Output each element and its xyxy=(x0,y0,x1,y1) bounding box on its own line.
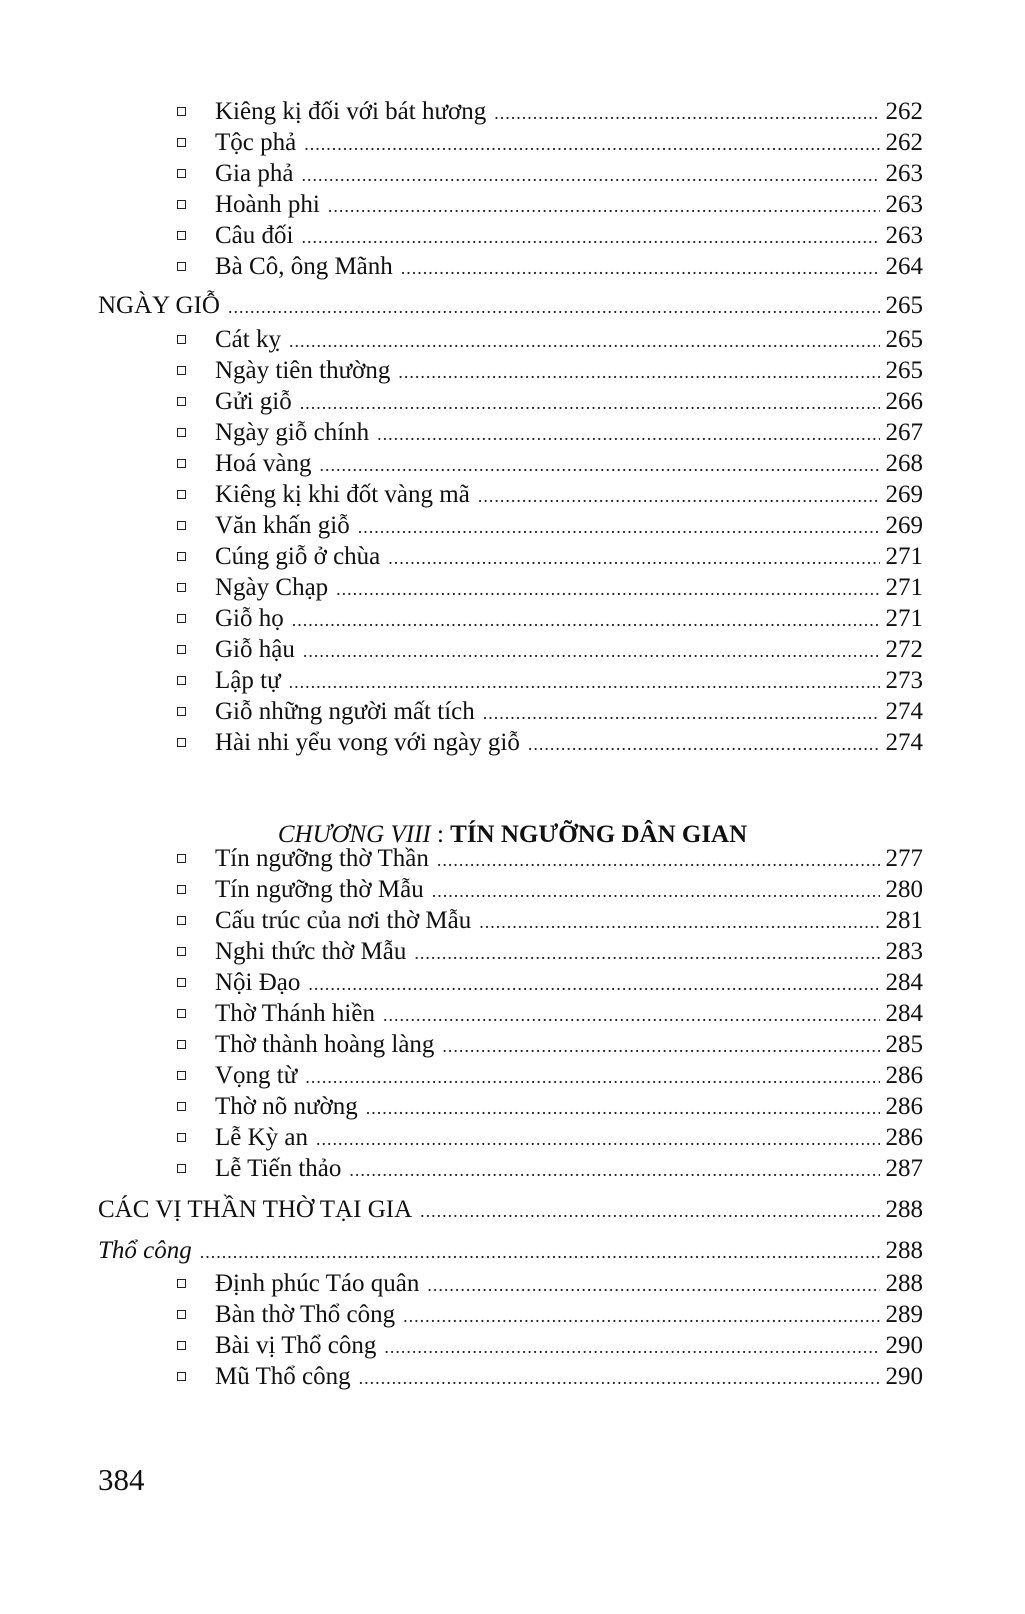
toc-page-number: 264 xyxy=(885,253,923,280)
toc-entry-label: Nội Đạo xyxy=(215,969,301,996)
toc-heading-cac-vi-than xyxy=(0,1194,1025,1225)
toc-entry-label: Văn khấn giỗ xyxy=(215,512,350,539)
toc-entry xyxy=(0,355,1025,386)
dot-leader xyxy=(300,388,880,419)
toc-entry xyxy=(0,96,1025,127)
toc-page-number: 290 xyxy=(885,1363,923,1390)
dot-leader xyxy=(427,1270,879,1301)
toc-page-number: 286 xyxy=(885,1093,923,1120)
dot-leader xyxy=(305,1062,879,1093)
dot-leader xyxy=(289,667,880,698)
dot-leader xyxy=(289,326,880,357)
toc-entry xyxy=(0,448,1025,479)
toc-entry xyxy=(0,127,1025,158)
chapter-number: CHƯƠNG VIII xyxy=(277,821,431,848)
square-bullet-icon xyxy=(177,200,186,209)
chapter-title: TÍN NGƯỠNG DÂN GIAN xyxy=(450,821,748,848)
dot-leader xyxy=(200,1237,880,1268)
dot-leader xyxy=(336,574,879,605)
square-bullet-icon xyxy=(177,614,186,623)
toc-heading-label: Thổ công xyxy=(98,1237,192,1264)
square-bullet-icon xyxy=(177,738,186,747)
toc-entry-label: Mũ Thổ công xyxy=(215,1363,351,1390)
square-bullet-icon xyxy=(177,1372,186,1381)
toc-entry-label: Kiêng kị đối với bát hương xyxy=(215,98,487,125)
square-bullet-icon xyxy=(177,262,186,271)
toc-entry-label: Vọng từ xyxy=(215,1062,298,1089)
dot-leader xyxy=(432,876,880,907)
toc-entry-label: Ngày Chạp xyxy=(215,574,329,601)
square-bullet-icon xyxy=(177,1164,186,1173)
toc-entry-label: Tín ngưỡng thờ Thần xyxy=(215,845,429,872)
toc-page-number: 281 xyxy=(885,907,923,934)
toc-entry xyxy=(0,158,1025,189)
dot-leader xyxy=(483,698,880,729)
toc-entry-label: Ngày tiên thường xyxy=(215,357,391,384)
toc-entry-label: Cấu trúc của nơi thờ Mẫu xyxy=(215,907,472,934)
dot-leader xyxy=(303,636,880,667)
dot-leader xyxy=(478,481,880,512)
dot-leader xyxy=(292,605,880,636)
dot-leader xyxy=(420,1196,879,1227)
toc-entry-label: Hài nhi yểu vong với ngày giỗ xyxy=(215,729,520,756)
toc-entry xyxy=(0,843,1025,874)
toc-entry-label: Câu đối xyxy=(215,222,294,249)
toc-page-number: 284 xyxy=(885,1000,923,1027)
toc-heading-ngay-gio xyxy=(0,290,1025,321)
toc-entry xyxy=(0,634,1025,665)
toc-page-number: 265 xyxy=(885,326,923,353)
toc-page-number: 290 xyxy=(885,1332,923,1359)
toc-page-number: 266 xyxy=(885,388,923,415)
toc-page-number: 271 xyxy=(885,605,923,632)
square-bullet-icon xyxy=(177,676,186,685)
toc-page-number: 268 xyxy=(885,450,923,477)
toc-page-number: 277 xyxy=(885,845,923,872)
toc-heading-label: CÁC VỊ THẦN THỜ TẠI GIA xyxy=(98,1196,413,1223)
square-bullet-icon xyxy=(177,645,186,654)
square-bullet-icon xyxy=(177,335,186,344)
toc-entry-label: Hoá vàng xyxy=(215,450,312,477)
dot-leader xyxy=(442,1031,879,1062)
toc-entry-label: Bài vị Thổ công xyxy=(215,1332,377,1359)
toc-entry xyxy=(0,967,1025,998)
square-bullet-icon xyxy=(177,231,186,240)
toc-page-number: 263 xyxy=(885,160,923,187)
toc-page-number: 267 xyxy=(885,419,923,446)
toc-entry-label: Thờ Thánh hiền xyxy=(215,1000,375,1027)
square-bullet-icon xyxy=(177,1009,186,1018)
toc-entry xyxy=(0,1361,1025,1392)
toc-entry-label: Lễ Tiến thảo xyxy=(215,1155,342,1182)
toc-entry xyxy=(0,510,1025,541)
toc-entry-label: Hoành phi xyxy=(215,191,320,218)
page-number-folio: 384 xyxy=(98,1462,145,1497)
toc-page-number: 273 xyxy=(885,667,923,694)
toc-entry xyxy=(0,665,1025,696)
toc-entry-label: Tín ngưỡng thờ Mẫu xyxy=(215,876,424,903)
toc-page-number: 287 xyxy=(885,1155,923,1182)
toc-entry xyxy=(0,1060,1025,1091)
toc-entry xyxy=(0,936,1025,967)
toc-entry-label: Tộc phả xyxy=(215,129,297,156)
toc-entry xyxy=(0,386,1025,417)
dot-leader xyxy=(304,129,879,160)
dot-leader xyxy=(479,907,879,938)
toc-heading-tho-cong xyxy=(0,1235,1025,1266)
dot-leader xyxy=(328,191,880,222)
square-bullet-icon xyxy=(177,707,186,716)
toc-page-number: 274 xyxy=(885,729,923,756)
dot-leader xyxy=(308,969,879,1000)
square-bullet-icon xyxy=(177,366,186,375)
toc-entry-label: Bàn thờ Thổ công xyxy=(215,1301,396,1328)
toc-entry xyxy=(0,603,1025,634)
toc-entry-label: Bà Cô, ông Mãnh xyxy=(215,253,393,280)
toc-entry-label: Thờ nõ nường xyxy=(215,1093,358,1120)
toc-page-number: 263 xyxy=(885,222,923,249)
toc-entry xyxy=(0,1029,1025,1060)
toc-entry xyxy=(0,1330,1025,1361)
dot-leader xyxy=(301,222,879,253)
toc-entry xyxy=(0,220,1025,251)
toc-page-number: 274 xyxy=(885,698,923,725)
dot-leader xyxy=(414,938,879,969)
toc-page-number: 265 xyxy=(885,357,923,384)
toc-entry xyxy=(0,541,1025,572)
toc-entry xyxy=(0,417,1025,448)
toc-entry-label: Giỗ hậu xyxy=(215,636,295,663)
toc-entry xyxy=(0,727,1025,758)
dot-leader xyxy=(494,98,879,129)
square-bullet-icon xyxy=(177,490,186,499)
toc-entry-label: Gửi giỗ xyxy=(215,388,292,415)
toc-entry xyxy=(0,874,1025,905)
dot-leader xyxy=(349,1155,879,1186)
toc-page-number: 263 xyxy=(885,191,923,218)
toc-page-number: 262 xyxy=(885,98,923,125)
toc-entry xyxy=(0,479,1025,510)
toc-entry xyxy=(0,1122,1025,1153)
toc-entry xyxy=(0,905,1025,936)
square-bullet-icon xyxy=(177,1071,186,1080)
toc-entry xyxy=(0,1268,1025,1299)
dot-leader xyxy=(301,160,879,191)
toc-page-number: 265 xyxy=(885,292,923,319)
square-bullet-icon xyxy=(177,1133,186,1142)
square-bullet-icon xyxy=(177,854,186,863)
toc-page-number: 269 xyxy=(885,481,923,508)
dot-leader xyxy=(401,253,880,284)
dot-leader xyxy=(366,1093,880,1124)
dot-leader xyxy=(388,543,879,574)
dot-leader xyxy=(320,450,880,481)
toc-page-number: 269 xyxy=(885,512,923,539)
toc-entry-label: Lập tự xyxy=(215,667,281,694)
toc-heading-label: NGÀY GIỖ xyxy=(98,292,220,319)
dot-leader xyxy=(316,1124,879,1155)
toc-entry-label: Định phúc Táo quân xyxy=(215,1270,420,1297)
toc-entry xyxy=(0,251,1025,282)
toc-page-number: 288 xyxy=(885,1270,923,1297)
dot-leader xyxy=(437,845,880,876)
square-bullet-icon xyxy=(177,1040,186,1049)
dot-leader xyxy=(403,1301,879,1332)
toc-entry-label: Cúng giỗ ở chùa xyxy=(215,543,381,570)
dot-leader xyxy=(383,1000,880,1031)
toc-page-number: 285 xyxy=(885,1031,923,1058)
toc-entry-label: Cát kỵ xyxy=(215,326,281,353)
dot-leader xyxy=(398,357,879,388)
square-bullet-icon xyxy=(177,916,186,925)
square-bullet-icon xyxy=(177,947,186,956)
square-bullet-icon xyxy=(177,397,186,406)
toc-page-number: 280 xyxy=(885,876,923,903)
toc-page-number: 288 xyxy=(885,1237,923,1264)
square-bullet-icon xyxy=(177,459,186,468)
square-bullet-icon xyxy=(177,1310,186,1319)
square-bullet-icon xyxy=(177,1341,186,1350)
square-bullet-icon xyxy=(177,521,186,530)
toc-entry xyxy=(0,572,1025,603)
toc-entry xyxy=(0,696,1025,727)
toc-entry-label: Giỗ những người mất tích xyxy=(215,698,475,725)
toc-page-number: 283 xyxy=(885,938,923,965)
square-bullet-icon xyxy=(177,107,186,116)
toc-page-number: 271 xyxy=(885,543,923,570)
toc-entry-label: Gia phả xyxy=(215,160,294,187)
toc-entry xyxy=(0,1091,1025,1122)
square-bullet-icon xyxy=(177,885,186,894)
toc-page-number: 289 xyxy=(885,1301,923,1328)
toc-entry-label: Nghi thức thờ Mẫu xyxy=(215,938,407,965)
toc-entry xyxy=(0,324,1025,355)
square-bullet-icon xyxy=(177,1279,186,1288)
square-bullet-icon xyxy=(177,978,186,987)
square-bullet-icon xyxy=(177,583,186,592)
dot-leader xyxy=(228,292,880,323)
square-bullet-icon xyxy=(177,428,186,437)
dot-leader xyxy=(358,512,880,543)
square-bullet-icon xyxy=(177,138,186,147)
toc-entry-label: Kiêng kị khi đốt vàng mã xyxy=(215,481,470,508)
toc-entry-label: Giỗ họ xyxy=(215,605,284,632)
dot-leader xyxy=(377,419,879,450)
square-bullet-icon xyxy=(177,169,186,178)
toc-page-number: 262 xyxy=(885,129,923,156)
toc-page-number: 272 xyxy=(885,636,923,663)
toc-entry xyxy=(0,1299,1025,1330)
toc-entry xyxy=(0,1153,1025,1184)
toc-entry-label: Ngày giỗ chính xyxy=(215,419,370,446)
square-bullet-icon xyxy=(177,552,186,561)
dot-leader xyxy=(359,1363,880,1394)
toc-page-number: 286 xyxy=(885,1124,923,1151)
toc-page-number: 288 xyxy=(885,1196,923,1223)
toc-entry xyxy=(0,998,1025,1029)
toc-entry-label: Thờ thành hoàng làng xyxy=(215,1031,435,1058)
toc-entry-label: Lễ Kỳ an xyxy=(215,1124,309,1151)
chapter-separator: : xyxy=(430,821,451,848)
toc-entry xyxy=(0,189,1025,220)
toc-page-number: 284 xyxy=(885,969,923,996)
square-bullet-icon xyxy=(177,1102,186,1111)
toc-page-number: 286 xyxy=(885,1062,923,1089)
dot-leader xyxy=(528,729,880,760)
dot-leader xyxy=(384,1332,879,1363)
toc-page-number: 271 xyxy=(885,574,923,601)
